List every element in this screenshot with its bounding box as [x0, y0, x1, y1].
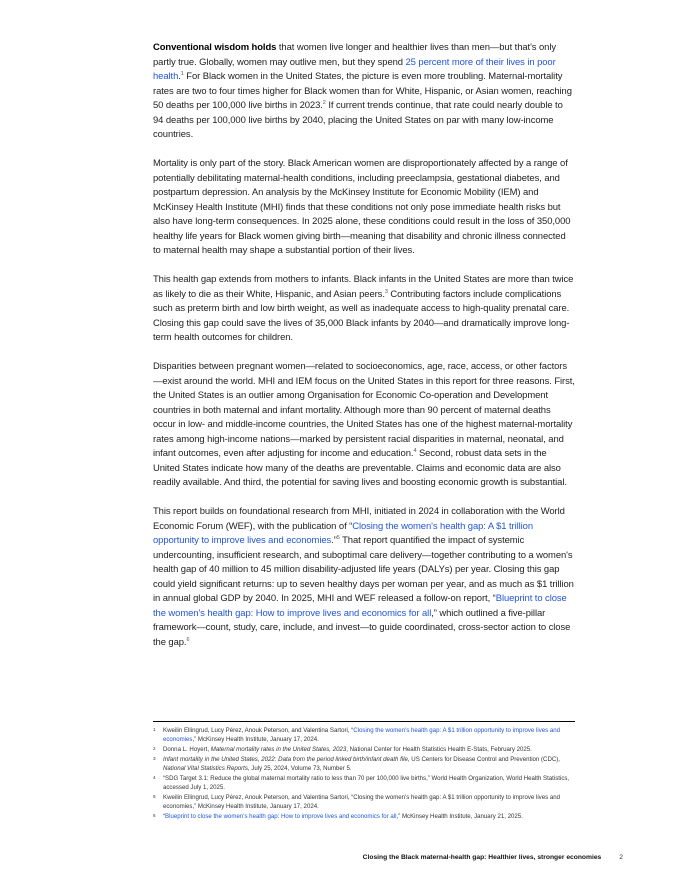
article-body	[153, 41, 575, 665]
footnote-ref-2[interactable]: 2	[322, 100, 326, 106]
footnote-ref-3[interactable]: 3	[384, 288, 388, 295]
footnote-number: 6	[153, 813, 156, 819]
link-closing-gap-report[interactable]: Closing the women's health gap: A $1 trillion opportunity to improve lives and economies	[153, 520, 533, 546]
footnote-number: 1	[153, 727, 156, 732]
footnote-divider	[153, 721, 575, 722]
link-poor-health[interactable]: 25 percent more of their lives in poor health	[153, 56, 556, 82]
footnote-2: 2 Donna L. Hoyert, Maternal mortality rates in the United States, 2023, National Center for Health Statistics Health E-Stats, February 2025.	[153, 746, 532, 754]
footnote-5: 5 Kweilin Ellingrud, Lucy Pérez, Anouk Peterson, and Valentina Sartori, “Closing the women's health gap: A $1 trillion opportunity to improve lives and economies,” McKinsey Health Institute, January 17, 2024.	[153, 794, 561, 811]
page-footer	[0, 854, 623, 861]
footnote-1: 1 Kweilin Ellingrud, Lucy Pérez, Anouk Peterson, and Valentina Sartori, “Closing the women's health gap: A $1 trillion opportunity to improve lives and economies,” McKinsey Health Institute, January 17, 2024.	[153, 727, 561, 744]
footnote-number: 2	[153, 746, 156, 752]
footnote-ref-4[interactable]: 4	[413, 448, 417, 454]
paragraph-1: Conventional wisdom holds that women live longer and healthier lives than men—but that's only partly true. Globally, women may outlive men, but they spend 25 percent more of their lives in poor health.$^1$ For Black women in the United States, the picture is even more troubling. Maternal-mortality rates are two to four times higher for Black women than for White, Hispanic, or Asian women, reaching 50 deaths per 100,000 live births in 2023.$^2$ If current trends continue, that rate could nearly double to 94 deaths per 100,000 live births by 2040, placing the United States on par with many low-income countries.	[153, 42, 572, 140]
footnote-6: 6 “Blueprint to close the women's health gap: How to improve lives and economics for all,” McKinsey Health Institute, January 21, 2025.	[153, 813, 523, 821]
paragraph-2: Mortality is only part of the story. Black American women are disproportionately affected by a range of potentially debilitating maternal-health conditions, including preeclampsia, gestational diabetes, and postpartum depression. An analysis by the McKinsey Institute for Economic Mobility (IEM) and McKinsey Health Institute (MHI) finds that these conditions not only pose immediate health risks but also have long-term consequences. In 2025 alone, these conditions could result in the loss of 350,000 healthy life years for Black women giving birth—meaning that disability and chronic illness connected to maternal health may shape a substantial portion of their lives.	[153, 158, 571, 256]
footnote-number: 5	[153, 794, 156, 800]
footnote-link[interactable]: Closing the women's health gap: A $1 trillion opportunity to improve lives and economies	[163, 727, 561, 744]
footnote-ref-5[interactable]: 5	[336, 535, 340, 541]
paragraph-4: Disparities between pregnant women—related to socioeconomics, age, race, access, or other factors—exist around the world. MHI and IEM focus on the United States in this report for three reasons. First, the United States is an outlier among Organisation for Economic Co-operation and Development countries in both maternal and infant mortality. Although more than 90 percent of maternal deaths occur in low- and middle-income countries, the United States has one of the highest maternal-mortality rates among high-income nations—marked by persistent racial disparities in maternal, neonatal, and infant outcomes, even after adjusting for income and education.$^4$ Second, robust data sets in the United States indicate how many of the deaths are preventable. Claims and economic data are also readily available. And third, the potential for saving lives and boosting economic growth is substantial.	[153, 361, 575, 488]
link-blueprint-report[interactable]: Blueprint to close the women's health gap: How to improve lives and economics for all	[153, 593, 567, 619]
footnote-link[interactable]: Blueprint to close the women's health gap: How to improve lives and economics for all	[165, 813, 397, 821]
footnote-4: 4 “SDG Target 3.1: Reduce the global maternal mortality ratio to less than 70 per 100,000 live births,” World Health Organization, World Health Statistics, accessed July 1, 2025.	[153, 774, 570, 792]
paragraph-5: This report builds on foundational research from MHI, initiated in 2024 in collaboration with the World Economic Forum (WEF), with the publication of “Closing the women's health gap: A $1 trillion opportunity to improve lives and economies.”$^5$ That report quantified the impact of systemic undercounting, insufficient research, and suboptimal care delivery—together contributing to a women's health gap of 40 million to 45 million disability-adjusted life years (DALYs) per year. Closing this gap could yield significant returns: up to seven healthy days per woman per year, and as much as $1 trillion in annual global GDP by 2040. In 2025, MHI and WEF released a follow-on report, “Blueprint to close the women's health gap: How to improve lives and economics for all,” which outlined a five-pillar framework—count, study, care, include, and invest—to guide coordinated, cross-sector action to close the gap.$^6$	[153, 506, 574, 648]
page-number: 2	[619, 854, 623, 861]
report-title: Closing the Black maternal-health gap: Healthier lives, stronger economies	[362, 854, 602, 861]
lead-in: Conventional wisdom holds	[153, 42, 277, 53]
footnote-3: 3 Infant mortality in the United States, 2022: Data from the period linked birth/infant death file, US Centers for Disease Control and Prevention (CDC), National Vital Statistics Reports, July 25, 2024, Volume 73, Number 5.	[153, 755, 560, 773]
footnote-ref-1[interactable]: 1	[180, 71, 184, 77]
footnote-number: 4	[153, 774, 156, 780]
footnote-ref-6[interactable]: 6	[186, 636, 190, 643]
paragraph-3: This health gap extends from mothers to infants. Black infants in the United States are more than twice as likely to die as their White, Hispanic, and Asian peers.$^3$ Contributing factors include complications such as preterm birth and low birth weight, as well as inadequate access to high-quality prenatal care. Closing this gap could save the lives of 35,000 Black infants by 2040—and dramatically improve long-term health outcomes for children.	[153, 274, 574, 343]
footnote-number: 3	[153, 755, 156, 761]
footnotes	[153, 726, 575, 822]
